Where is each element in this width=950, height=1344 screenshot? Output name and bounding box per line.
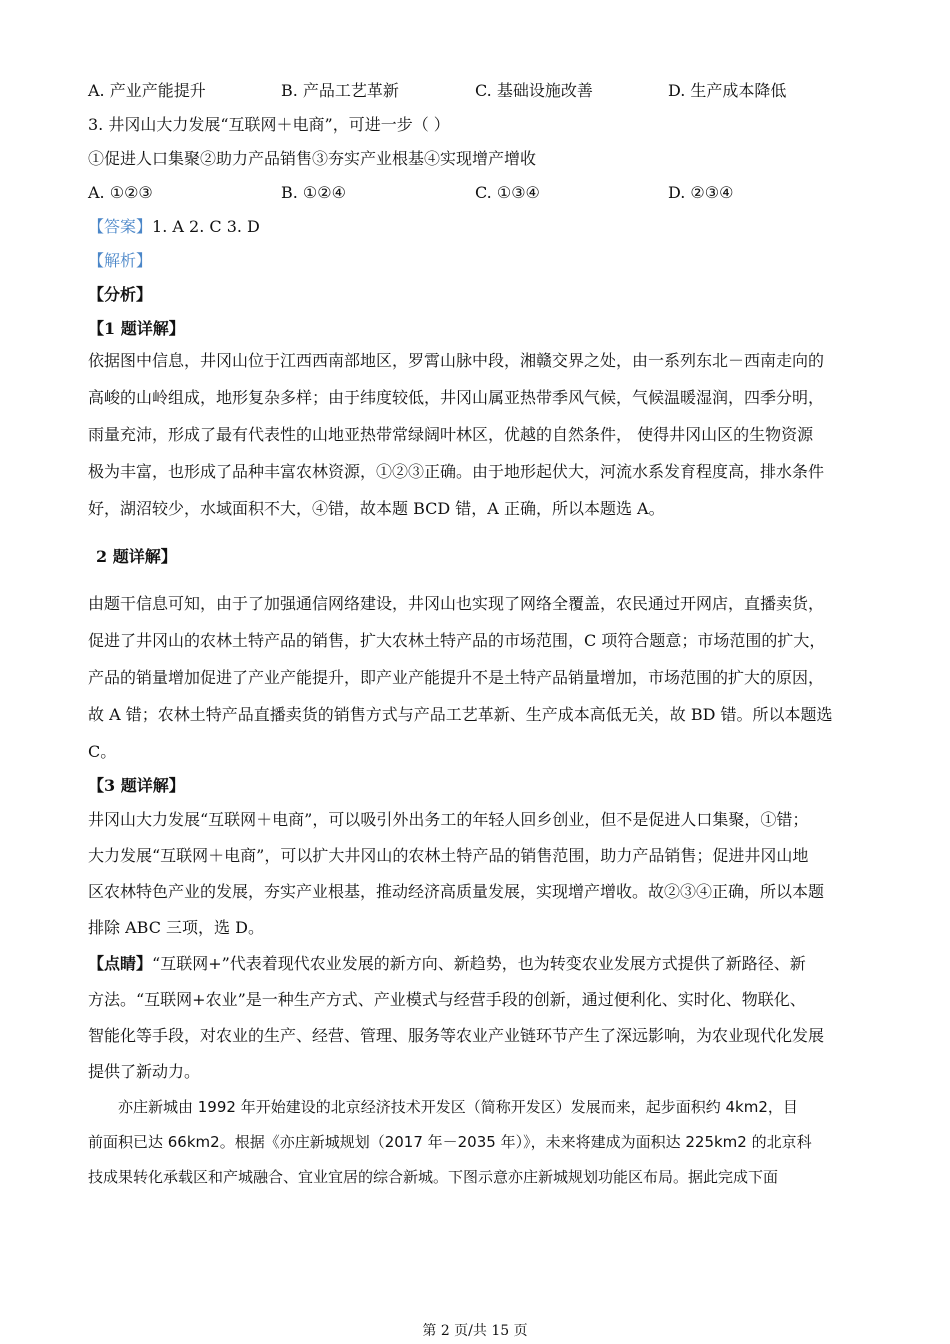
q3-option-b: B. ①②④ [281, 183, 346, 202]
q2-options [88, 80, 868, 102]
q2-detail-line: 产品的销量增加促进了产业产能提升，即产业产能提升不是土特产品销量增加，市场范围的扩大的原因， [88, 668, 825, 687]
q2-option-c: C. 基础设施改善 [475, 81, 593, 100]
q3-items: ①促进人口集聚②助力产品销售③夯实产业根基④实现增产增收 [88, 149, 537, 168]
material-line: 前面积已达 66km2。根据《亦庄新城规划（2017 年－2035 年）》，未来将建成为面积达 225km2 的北京科 [88, 1133, 812, 1151]
q1-detail-line: 极为丰富，也形成了品种丰富农林资源，①②③正确。由于地形起伏大，河流水系发育程度高，排水条件 [88, 462, 825, 481]
q2-detail-heading: 2 题详解】 [96, 547, 177, 566]
q2-detail-line: 促进了井冈山的农林土特产品的销售，扩大农林土特产品的市场范围，C 项符合题意；市场范围的扩大， [88, 631, 826, 650]
fenxi-heading: 【分析】 [88, 285, 153, 304]
q3-detail-heading: 【3 题详解】 [88, 776, 185, 795]
q3-detail-line: 大力发展“互联网＋电商”，可以扩大井冈山的农林土特产品的销售范围，助力产品销售；促进井冈山地 [88, 846, 809, 865]
dianjing-tag: 【点睛】 [88, 954, 153, 973]
dianjing-line: 【点睛】“互联网+”代表着现代农业发展的新方向、新趋势，也为转变农业发展方式提供了新路径、新 [88, 954, 806, 973]
q3-stem: 3. 井冈山大力发展“互联网＋电商”，可进一步（ ） [88, 115, 450, 134]
q3-detail-line: 区农林特色产业的发展，夯实产业根基，推动经济高质量发展，实现增产增收。故②③④正确，所以本题 [88, 882, 825, 901]
q1-detail-heading: 【1 题详解】 [88, 319, 185, 338]
analysis-tag: 【解析】 [88, 251, 153, 270]
q1-detail-line: 雨量充沛，形成了最有代表性的山地亚热带常绿阔叶林区，优越的自然条件， 使得井冈山区的生物资源 [88, 425, 814, 444]
q2-option-b: B. 产品工艺革新 [281, 81, 399, 100]
q2-detail-body [88, 585, 864, 770]
q3-detail-line: 排除 ABC 三项，选 D。 [88, 918, 264, 937]
dianjing-line: 智能化等手段，对农业的生产、经营、管理、服务等农业产业链环节产生了深远影响，为农业现代化发展 [88, 1026, 825, 1045]
dianjing-line: 提供了新动力。 [88, 1062, 201, 1081]
page-footer: 第 2 页/共 15 页 [422, 1323, 528, 1339]
q1-detail-line: 好，湖沼较少，水域面积不大，④错，故本题 BCD 错，A 正确，所以本题选 A。 [88, 499, 665, 518]
q3-option-a: A. ①②③ [88, 183, 153, 202]
q2-detail-line: C。 [88, 742, 117, 761]
material-line: 亦庄新城由 1992 年开始建设的北京经济技术开发区（简称开发区）发展而来，起步面积约 4km2，目 [118, 1098, 798, 1116]
dianjing-body [88, 946, 864, 1090]
q1-detail-line: 依据图中信息，井冈山位于江西西南部地区，罗霄山脉中段，湘赣交界之处，由一系列东北－西南走向的 [88, 351, 825, 370]
q2-option-d: D. 生产成本降低 [668, 81, 787, 100]
q3-options [88, 182, 868, 204]
q2-detail-line: 故 A 错；农林土特产品直播卖货的销售方式与产品工艺革新、生产成本高低无关，故 BD 错。所以本题选 [88, 705, 833, 724]
q1-detail-line: 高峻的山岭组成，地形复杂多样；由于纬度较低，井冈山属亚热带季风气候，气候温暖湿润，四季分明， [88, 388, 825, 407]
q3-detail-body [88, 802, 864, 946]
dianjing-line: 方法。“互联网+农业”是一种生产方式、产业模式与经营手段的创新，通过便利化、实时化、物联化、 [88, 990, 806, 1009]
q2-detail-line: 由题干信息可知，由于了加强通信网络建设，井冈山也实现了网络全覆盖，农民通过开网店，直播卖货， [88, 594, 825, 613]
answer-line [88, 216, 260, 238]
answer-tag: 【答案】 [88, 217, 153, 236]
q3-option-c: C. ①③④ [475, 183, 540, 202]
q1-detail-body [88, 342, 864, 527]
material-line: 技成果转化承载区和产城融合、宜业宜居的综合新城。下图示意亦庄新城规划功能区布局。据此完成下面 [88, 1168, 779, 1186]
q2-option-a: A. 产业产能提升 [88, 81, 206, 100]
material-body [88, 1090, 864, 1195]
q3-option-d: D. ②③④ [668, 183, 734, 202]
answer-text: 1. A 2. C 3. D [152, 217, 260, 236]
q3-detail-line: 井冈山大力发展“互联网＋电商”，可以吸引外出务工的年轻人回乡创业，但不是促进人口集聚，①错； [88, 810, 809, 829]
